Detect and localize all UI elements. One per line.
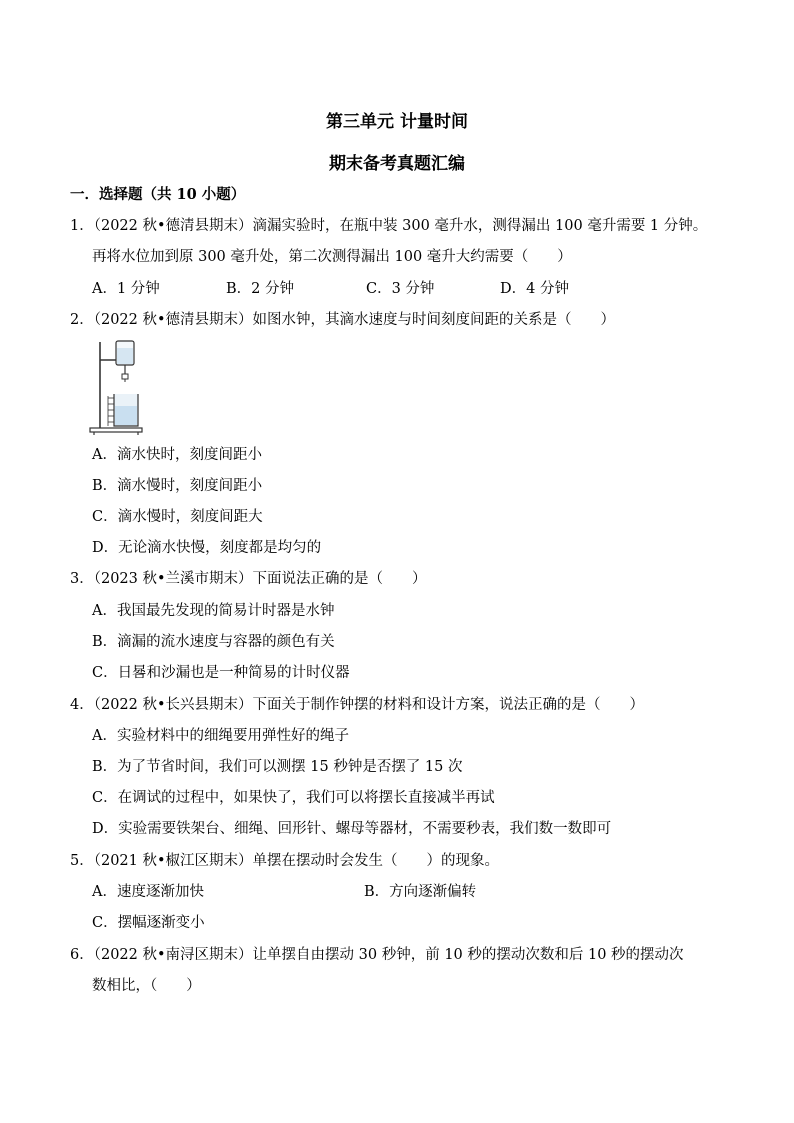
question-1-options — [92, 279, 569, 299]
question-4-text: 4．（2022 秋•长兴县期末）下面关于制作钟摆的材料和设计方案，说法正确的是（ ） — [70, 697, 645, 713]
doc-title: 第三单元 计量时间 — [326, 112, 468, 132]
question-5-option-c[interactable]: C．摆幅逐渐变小 — [92, 915, 205, 931]
question-3-option-b[interactable]: B．滴漏的流水速度与容器的颜色有关 — [92, 634, 335, 650]
water-clock-figure — [86, 338, 150, 438]
question-4-option-a[interactable]: A．实验材料中的细绳要用弹性好的绳子 — [92, 728, 349, 744]
question-3-text: 3．（2023 秋•兰溪市期末）下面说法正确的是（ ） — [70, 571, 427, 587]
question-5-options-row — [92, 882, 476, 902]
question-1-option-d[interactable]: D．4 分钟 — [500, 281, 569, 297]
question-2-option-a[interactable]: A．滴水快时，刻度间距小 — [92, 447, 262, 463]
question-4-option-c[interactable]: C．在调试的过程中，如果快了，我们可以将摆长直接减半再试 — [92, 790, 495, 806]
question-1-option-a[interactable]: A．1 分钟 — [92, 281, 160, 297]
question-3-option-c[interactable]: C．日晷和沙漏也是一种简易的计时仪器 — [92, 665, 350, 681]
question-2-option-b[interactable]: B．滴水慢时，刻度间距小 — [92, 478, 263, 494]
question-6-text-cont: 数相比，（ ） — [92, 978, 201, 994]
question-4-option-b[interactable]: B．为了节省时间，我们可以测摆 15 秒钟是否摆了 15 次 — [92, 759, 463, 775]
question-2-option-c[interactable]: C．滴水慢时，刻度间距大 — [92, 509, 263, 525]
question-5-text: 5．（2021 秋•椒江区期末）单摆在摆动时会发生（ ）的现象。 — [70, 853, 500, 869]
question-4-option-d[interactable]: D．实验需要铁架台、细绳、回形针、螺母等器材，不需要秒表，我们数一数即可 — [92, 821, 612, 837]
doc-subtitle: 期末备考真题汇编 — [329, 154, 465, 174]
question-5-option-a[interactable]: A．速度逐渐加快 — [92, 884, 204, 900]
section-heading: 一．选择题（共 10 小题） — [70, 186, 246, 203]
question-1-option-b[interactable]: B．2 分钟 — [226, 281, 294, 297]
question-2-option-d[interactable]: D．无论滴水快慢，刻度都是均匀的 — [92, 540, 322, 556]
question-1-text-cont: 再将水位加到原 300 毫升处，第二次测得漏出 100 毫升大约需要（ ） — [92, 249, 572, 265]
question-2-text: 2．（2022 秋•德清县期末）如图水钟，其滴水速度与时间刻度间距的关系是（ ） — [70, 312, 616, 328]
question-5-option-b[interactable]: B．方向逐渐偏转 — [364, 884, 477, 900]
question-1-option-c[interactable]: C．3 分钟 — [366, 281, 435, 297]
question-3-option-a[interactable]: A．我国最先发现的简易计时器是水钟 — [92, 603, 335, 619]
question-1-text: 1．（2022 秋•德清县期末）滴漏实验时，在瓶中装 300 毫升水，测得漏出 100 毫升需要 1 分钟。 — [70, 218, 708, 234]
question-6-text: 6．（2022 秋•南浔区期末）让单摆自由摆动 30 秒钟，前 10 秒的摆动次数和后 10 秒的摆动次 — [70, 947, 684, 963]
